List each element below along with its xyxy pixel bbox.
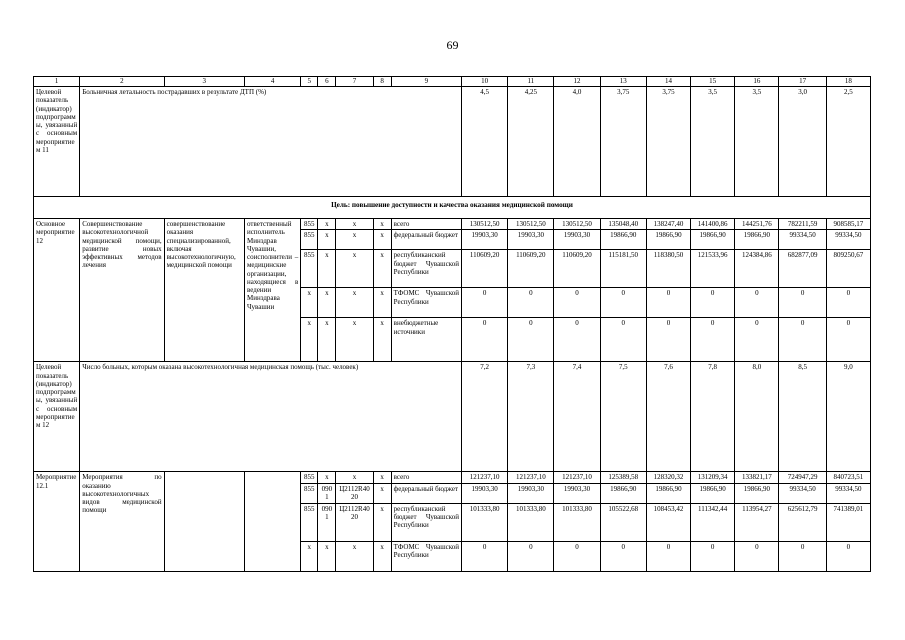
page-number: 69	[446, 38, 459, 52]
section-code: 0901	[318, 503, 336, 541]
funding-source: всего	[391, 472, 461, 483]
funding-value: 144251,76	[735, 219, 779, 230]
column-number: 3	[164, 77, 244, 87]
indicator-row	[34, 87, 871, 197]
funding-value: 0	[600, 318, 646, 362]
expense-type-code: x	[373, 318, 391, 362]
expense-type-code: x	[373, 250, 391, 288]
funding-value: 105522,68	[600, 503, 646, 541]
funding-value: 0	[646, 288, 690, 318]
event-purpose	[164, 472, 244, 571]
event-name: Совершенствование высокотехнологичной медицинской помощи, развитие новых эффективных методов лечения	[80, 219, 164, 362]
funding-source: ТФОМС Чувашской Республики	[391, 288, 461, 318]
section-code: x	[318, 472, 336, 483]
funding-value: 118380,50	[646, 250, 690, 288]
funding-value: 110609,20	[461, 250, 507, 288]
funding-row	[34, 472, 871, 483]
funding-value: 0	[600, 541, 646, 571]
section-code: x	[318, 250, 336, 288]
grbs-code: 855	[301, 472, 318, 483]
event-executor: ответственный исполнитель Минздрав Чувашии, соисполнители – медицинские организации, находящиеся в ведении Минздрава Чувашии	[244, 219, 300, 362]
indicator-row	[34, 362, 871, 472]
column-number: 8	[373, 77, 391, 87]
goal-title: Цель: повышение доступности и качества оказания медицинской помощи	[34, 197, 871, 219]
funding-source: всего	[391, 219, 461, 230]
funding-value: 0	[826, 541, 870, 571]
funding-value: 0	[735, 318, 779, 362]
column-number: 9	[391, 77, 461, 87]
indicator-label: Целевой показатель (индикатор) подпрограммы, увязанный с основным мероприятием 12	[34, 362, 80, 472]
event-name: Мероприятия по оказанию высокотехнологичных видов медицинской помощи	[80, 472, 164, 571]
funding-value: 19903,30	[461, 483, 507, 503]
target-article-code: Ц2112R40 20	[336, 483, 373, 503]
target-article-code: x	[336, 318, 373, 362]
funding-value: 682877,09	[779, 250, 826, 288]
funding-value: 19866,90	[600, 483, 646, 503]
funding-value: 0	[461, 288, 507, 318]
funding-value: 0	[461, 318, 507, 362]
funding-value: 138247,40	[646, 219, 690, 230]
funding-source: федеральный бюджет	[391, 230, 461, 250]
indicator-value: 9,0	[826, 362, 870, 472]
section-code: x	[318, 219, 336, 230]
indicator-value: 4,5	[461, 87, 507, 197]
target-article-code: x	[336, 541, 373, 571]
section-code: x	[318, 288, 336, 318]
target-article-code: x	[336, 288, 373, 318]
expense-type-code: x	[373, 541, 391, 571]
funding-source: федеральный бюджет	[391, 483, 461, 503]
funding-value: 121237,10	[554, 472, 600, 483]
funding-source: ТФОМС Чувашской Республики	[391, 541, 461, 571]
expense-type-code: x	[373, 503, 391, 541]
funding-value: 108453,42	[646, 503, 690, 541]
section-code: x	[318, 541, 336, 571]
column-number: 4	[244, 77, 300, 87]
funding-value: 0	[554, 288, 600, 318]
funding-value: 908585,17	[826, 219, 870, 230]
event-executor	[244, 472, 300, 571]
column-number: 10	[461, 77, 507, 87]
column-number: 12	[554, 77, 600, 87]
funding-value: 110609,20	[554, 250, 600, 288]
section-code: x	[318, 318, 336, 362]
grbs-code: 855	[301, 483, 318, 503]
expense-type-code: x	[373, 288, 391, 318]
funding-value: 121237,10	[461, 472, 507, 483]
funding-value: 115181,50	[600, 250, 646, 288]
funding-value: 19866,90	[735, 483, 779, 503]
funding-value: 0	[646, 541, 690, 571]
funding-value: 0	[508, 541, 554, 571]
funding-value: 99334,50	[826, 483, 870, 503]
funding-value: 130512,50	[461, 219, 507, 230]
funding-value: 124384,86	[735, 250, 779, 288]
target-article-code: x	[336, 230, 373, 250]
column-number: 16	[735, 77, 779, 87]
event-label: Мероприятие 12.1	[34, 472, 80, 571]
indicator-label: Целевой показатель (индикатор) подпрограммы, увязанный с основным мероприятием 11	[34, 87, 80, 197]
funding-value: 809250,67	[826, 250, 870, 288]
grbs-code: x	[301, 541, 318, 571]
column-number: 15	[691, 77, 735, 87]
indicator-value: 7,4	[554, 362, 600, 472]
section-code: x	[318, 230, 336, 250]
target-article-code: x	[336, 219, 373, 230]
section-code: 0901	[318, 483, 336, 503]
funding-value: 19866,90	[691, 483, 735, 503]
indicator-value: 4,25	[508, 87, 554, 197]
funding-value: 121533,96	[691, 250, 735, 288]
funding-value: 19866,90	[691, 230, 735, 250]
funding-source: республиканский бюджет Чувашской Республики	[391, 503, 461, 541]
funding-value: 19866,90	[646, 483, 690, 503]
funding-value: 130512,50	[508, 219, 554, 230]
indicator-value: 8,5	[779, 362, 826, 472]
funding-value: 101333,80	[554, 503, 600, 541]
column-number: 14	[646, 77, 690, 87]
indicator-text: Число больных, которым оказана высокотехнологичная медицинская помощь (тыс. человек)	[80, 362, 462, 472]
funding-value: 0	[646, 318, 690, 362]
target-article-code: x	[336, 250, 373, 288]
column-number: 13	[600, 77, 646, 87]
funding-value: 121237,10	[508, 472, 554, 483]
funding-value: 0	[826, 288, 870, 318]
indicator-value: 7,5	[600, 362, 646, 472]
funding-value: 135048,40	[600, 219, 646, 230]
target-article-code: x	[336, 472, 373, 483]
funding-row	[34, 219, 871, 230]
column-number: 7	[336, 77, 373, 87]
funding-value: 19903,30	[461, 230, 507, 250]
funding-value: 101333,80	[508, 503, 554, 541]
funding-value: 19866,90	[735, 230, 779, 250]
funding-value: 19903,30	[508, 483, 554, 503]
funding-value: 99334,50	[779, 483, 826, 503]
column-number: 2	[80, 77, 164, 87]
funding-value: 0	[554, 318, 600, 362]
funding-value: 141400,86	[691, 219, 735, 230]
funding-value: 130512,50	[554, 219, 600, 230]
funding-value: 0	[691, 318, 735, 362]
indicator-value: 7,8	[691, 362, 735, 472]
funding-value: 0	[691, 541, 735, 571]
expense-type-code: x	[373, 219, 391, 230]
funding-value: 0	[554, 541, 600, 571]
program-table	[33, 76, 871, 572]
funding-value: 0	[779, 541, 826, 571]
column-number: 17	[779, 77, 826, 87]
funding-value: 0	[691, 288, 735, 318]
funding-value: 840723,51	[826, 472, 870, 483]
funding-value: 0	[508, 288, 554, 318]
column-number: 1	[34, 77, 80, 87]
expense-type-code: x	[373, 483, 391, 503]
funding-value: 724947,29	[779, 472, 826, 483]
indicator-value: 3,75	[646, 87, 690, 197]
funding-value: 99334,50	[826, 230, 870, 250]
target-article-code: Ц2112R40 20	[336, 503, 373, 541]
indicator-value: 7,2	[461, 362, 507, 472]
funding-value: 131209,34	[691, 472, 735, 483]
funding-value: 19903,30	[508, 230, 554, 250]
funding-value: 0	[600, 288, 646, 318]
indicator-value: 7,6	[646, 362, 690, 472]
indicator-value: 3,5	[691, 87, 735, 197]
funding-value: 0	[735, 288, 779, 318]
funding-value: 0	[779, 318, 826, 362]
grbs-code: 855	[301, 230, 318, 250]
funding-value: 625612,79	[779, 503, 826, 541]
indicator-text: Больничная летальность пострадавших в результате ДТП (%)	[80, 87, 462, 197]
funding-source: внебюджетные источники	[391, 318, 461, 362]
funding-value: 19903,30	[554, 230, 600, 250]
funding-value: 0	[826, 318, 870, 362]
funding-value: 125389,58	[600, 472, 646, 483]
expense-type-code: x	[373, 230, 391, 250]
indicator-value: 2,5	[826, 87, 870, 197]
column-number: 6	[318, 77, 336, 87]
funding-value: 101333,80	[461, 503, 507, 541]
funding-value: 0	[735, 541, 779, 571]
funding-value: 133821,17	[735, 472, 779, 483]
indicator-value: 7,3	[508, 362, 554, 472]
funding-value: 19866,90	[646, 230, 690, 250]
funding-value: 111342,44	[691, 503, 735, 541]
indicator-value: 8,0	[735, 362, 779, 472]
column-number: 11	[508, 77, 554, 87]
indicator-value: 4,0	[554, 87, 600, 197]
event-label: Основное мероприятие 12	[34, 219, 80, 362]
funding-source: республиканский бюджет Чувашской Республики	[391, 250, 461, 288]
funding-value: 110609,20	[508, 250, 554, 288]
funding-value: 99334,50	[779, 230, 826, 250]
column-number: 5	[301, 77, 318, 87]
funding-value: 128320,32	[646, 472, 690, 483]
funding-value: 113954,27	[735, 503, 779, 541]
indicator-value: 3,75	[600, 87, 646, 197]
grbs-code: x	[301, 288, 318, 318]
grbs-code: 855	[301, 503, 318, 541]
grbs-code: 855	[301, 219, 318, 230]
funding-value: 741389,01	[826, 503, 870, 541]
header-row	[34, 77, 871, 87]
funding-value: 0	[508, 318, 554, 362]
funding-value: 19903,30	[554, 483, 600, 503]
funding-value: 19866,90	[600, 230, 646, 250]
funding-value: 782211,59	[779, 219, 826, 230]
goal-row	[34, 197, 871, 219]
indicator-value: 3,0	[779, 87, 826, 197]
indicator-value: 3,5	[735, 87, 779, 197]
grbs-code: 855	[301, 250, 318, 288]
expense-type-code: x	[373, 472, 391, 483]
funding-value: 0	[779, 288, 826, 318]
grbs-code: x	[301, 318, 318, 362]
column-number: 18	[826, 77, 870, 87]
event-purpose: совершенствование оказания специализированной, включая высокотехнологичную, медицинской помощи	[164, 219, 244, 362]
funding-value: 0	[461, 541, 507, 571]
